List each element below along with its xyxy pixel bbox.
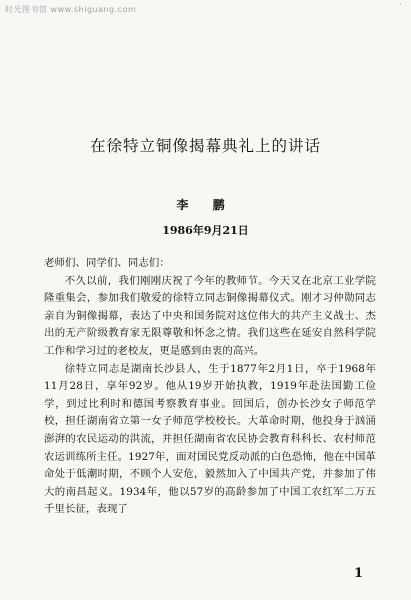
watermark-text: 时光图书馆 www.shiguang.com bbox=[5, 5, 137, 14]
author-name: 李 鹏 bbox=[176, 198, 235, 212]
corner-mark: ` bbox=[398, 4, 403, 14]
paragraph-1: 不久以前，我们刚刚庆祝了今年的教师节。今天又在北京工业学院隆重集会，参加我们敬爱的徐特立同志铜像揭幕仪式。刚才习仲勋同志亲自为铜像揭幕，表达了中央和国务院对这位伟大的共产主义战士、杰出的无产阶级教育家无限尊敬和怀念之情。我们这些在延安自然科学院工作和学习过的老校友，更是感到由衷的高兴。 bbox=[44, 274, 376, 357]
paragraph-2: 徐特立同志是湖南长沙县人，生于1877年2月1日，卒于1968年11月28日，享年92岁。他从19岁开始执教，1919年赴法国勤工俭学，到过比利时和德国考察教育事业。回国后，创办长沙女子师范学校，担任湖南省立第一女子师范学校校长。大革命时期，他投身于汹涌澎湃的农民运动的洪流，并担任湖南省农民协会教育科科长、农村师范农运训练所主任。1927年，面对国民党反动派的白色恐怖，他在中国革命处于低潮时期，不顾个人安危，毅然加入了中国共产党，并参加了伟大的南昌起义。1934年，他以57岁的高龄参加了中国工农红军二万五千里长征，表现了 bbox=[44, 362, 376, 516]
page-number: 1 bbox=[354, 566, 364, 581]
greeting-line: 老师们、同学们、同志们： bbox=[44, 257, 170, 269]
speech-body bbox=[44, 255, 376, 519]
speech-date: 1986年9月21日 bbox=[162, 224, 249, 237]
page-title: 在徐特立铜像揭幕典礼上的讲话 bbox=[89, 137, 321, 155]
